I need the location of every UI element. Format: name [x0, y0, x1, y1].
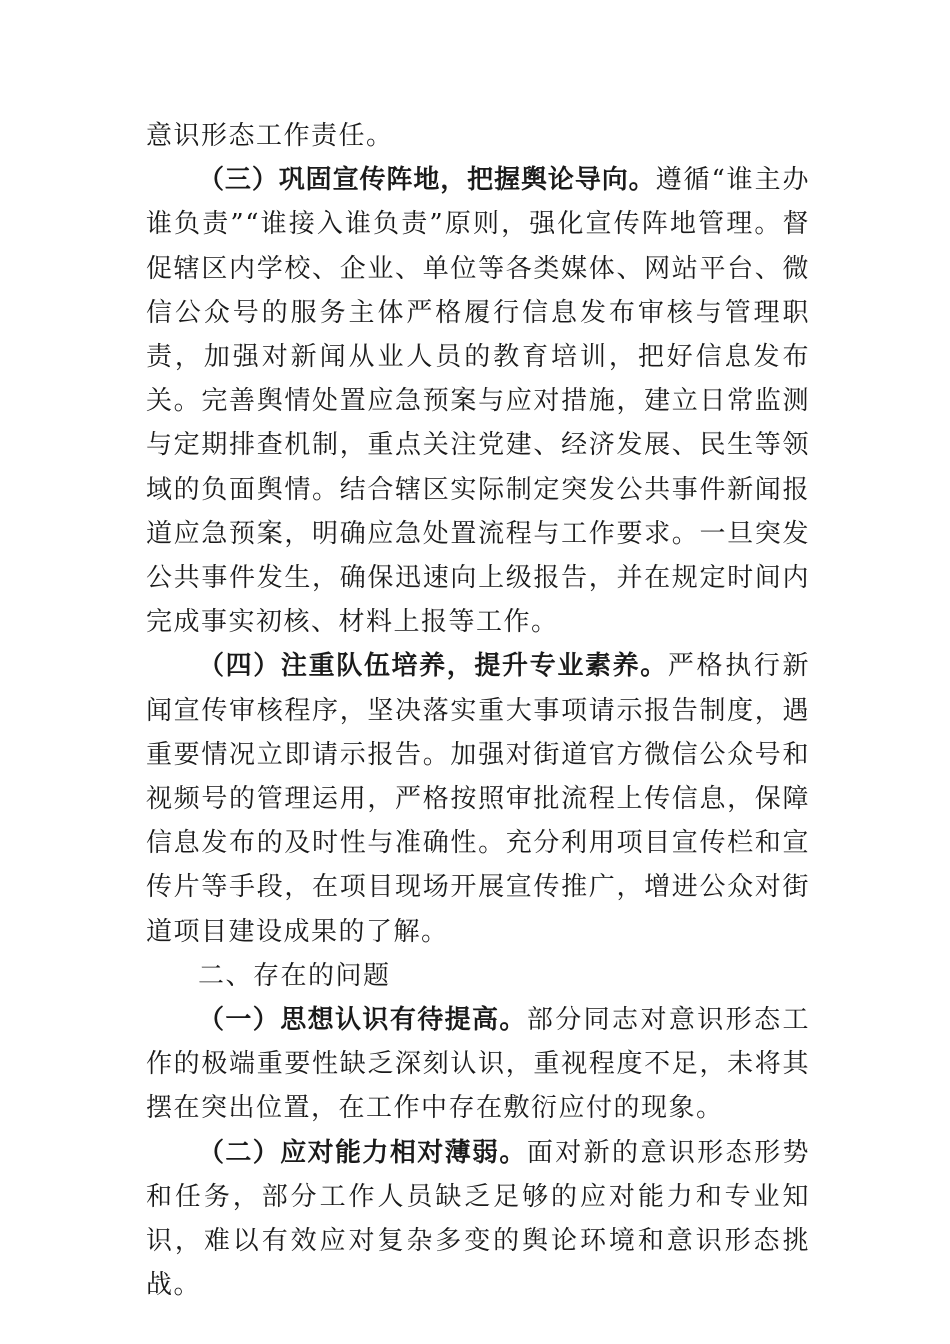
- continuation-paragraph: [146, 114, 810, 158]
- paragraph-heading: （一）思想认识有待提高。: [198, 1005, 527, 1036]
- paragraph-body: 部分同志对意识形态工作的极端重要性缺乏深刻认识，重视程度不足，未将其摆在突出位置，在工作中存在敷衍应付的现象。: [146, 1005, 810, 1124]
- paragraph-heading: （二）应对能力相对薄弱。: [198, 1137, 527, 1168]
- paragraph-heading: （四）注重队伍培养，提升专业素养。: [198, 651, 668, 682]
- paragraph-heading: （三）巩固宣传阵地，把握舆论导向。: [198, 165, 656, 196]
- section-title-problems: 二、存在的问题: [198, 960, 391, 991]
- continuation-text: 意识形态工作责任。: [146, 121, 394, 151]
- paragraph-awareness: [146, 998, 810, 1131]
- paragraph-body: 严格执行新闻宣传审核程序，坚决落实重大事项请示报告制度，遇重要情况立即请示报告。加强对街道官方微信公众号和视频号的管理运用，严格按照审批流程上传信息，保障信息发布的及时性与准确性。充分利用项目宣传栏和宣传片等手段，在项目现场开展宣传推广，增进公众对街道项目建设成果的了解。: [146, 651, 810, 947]
- paragraph-body: 遵循“谁主办谁负责”“谁接入谁负责”原则，强化宣传阵地管理。督促辖区内学校、企业、单位等各类媒体、网站平台、微信公众号的服务主体严格履行信息发布审核与管理职责，加强对新闻从业人员的教育培训，把好信息发布关。完善舆情处置应急预案与应对措施，建立日常监测与定期排查机制，重点关注党建、经济发展、民生等领域的负面舆情。结合辖区实际制定突发公共事件新闻报道应急预案，明确应急处置流程与工作要求。一旦突发公共事件发生，确保迅速向上级报告，并在规定时间内完成事实初核、材料上报等工作。: [146, 165, 810, 638]
- paragraph-response-capacity: [146, 1131, 810, 1308]
- paragraph-consolidate-publicity: [146, 158, 810, 644]
- paragraph-team-training: [146, 644, 810, 953]
- document-page: [146, 114, 810, 1307]
- paragraph-body: 面对新的意识形态形势和任务，部分工作人员缺乏足够的应对能力和专业知识，难以有效应对复杂多变的舆论环境和意识形态挑战。: [146, 1137, 810, 1301]
